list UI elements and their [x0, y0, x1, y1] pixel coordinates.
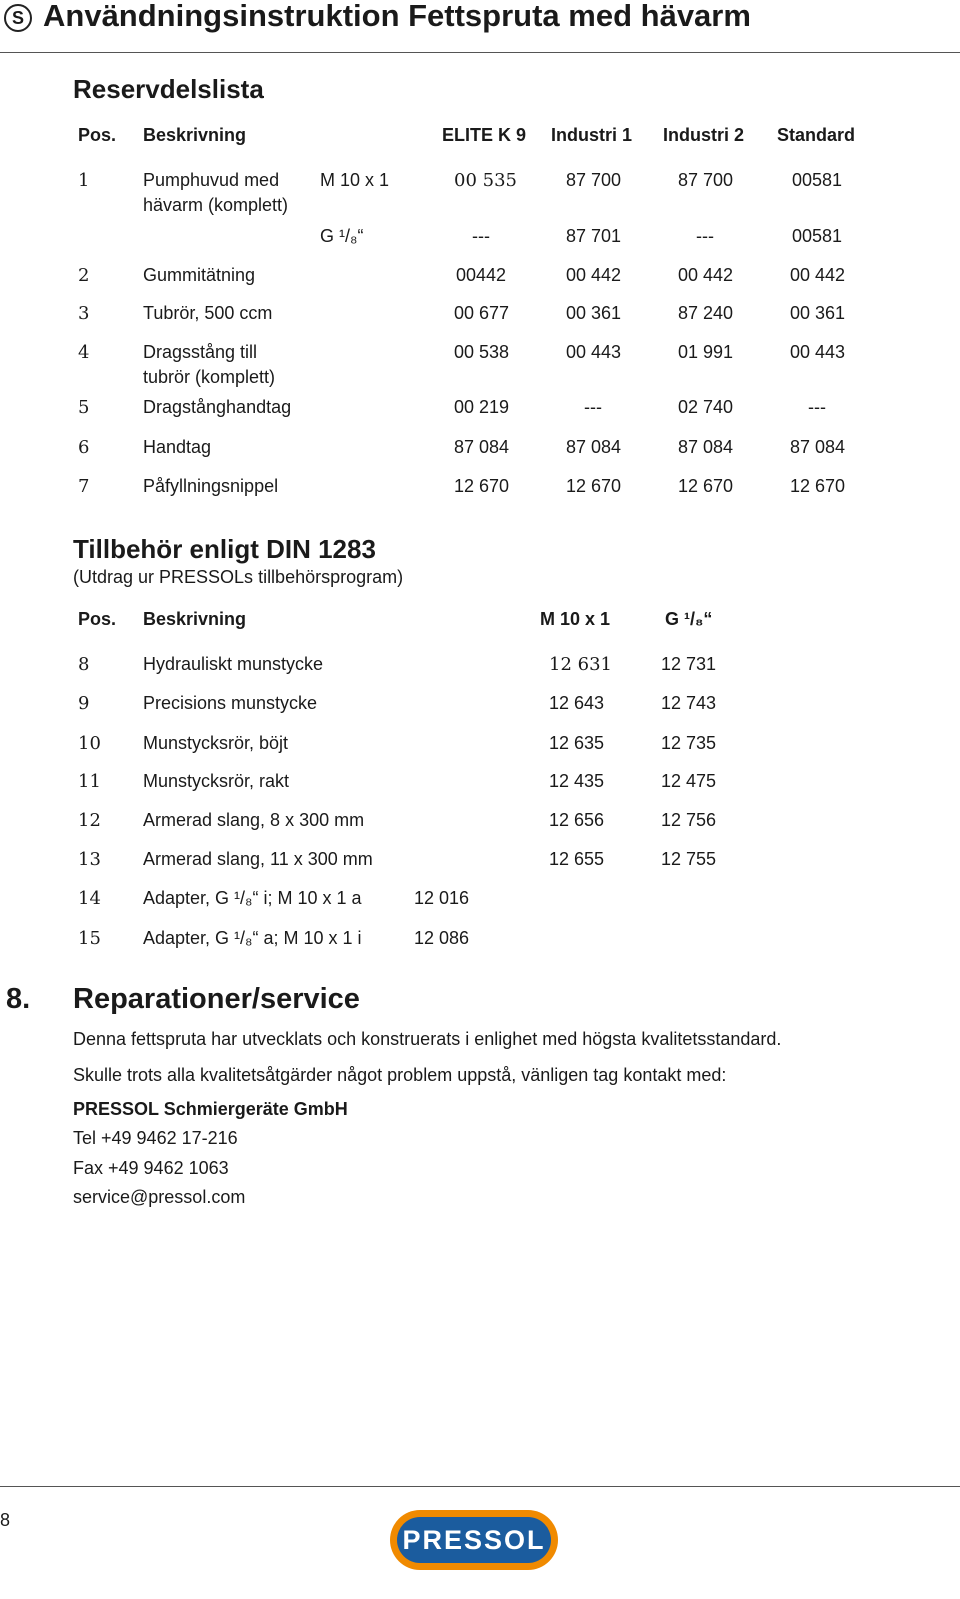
value-g18: 12 731 [661, 654, 717, 674]
page-number: 8 [0, 1510, 11, 1530]
value-m10: 12 655 [549, 849, 605, 869]
row-pos: 15 [78, 928, 101, 949]
col-header-m10: M 10 x 1 [540, 609, 611, 629]
row-pos: 3 [78, 303, 90, 324]
value-elite: 00 538 [454, 342, 510, 362]
company-name: PRESSOL Schmiergeräte GmbH [73, 1099, 348, 1119]
service-title: Reparationer/service [73, 983, 360, 1015]
value-standard: 00581 [792, 170, 843, 190]
value-elite: 00 535 [454, 170, 517, 191]
row-description-line2: hävarm (komplett) [143, 195, 289, 215]
row-description: Handtag [143, 437, 212, 457]
fax-number: Fax +49 9462 1063 [73, 1158, 229, 1178]
value-industri1: 00 361 [566, 303, 622, 323]
row-pos: 6 [78, 437, 90, 458]
value-m10: 12 643 [549, 693, 605, 713]
row-description: Precisions munstycke [143, 693, 318, 713]
row-pos: 11 [78, 771, 101, 792]
col-header-industri1: Industri 1 [551, 125, 633, 145]
row-pos: 5 [78, 397, 90, 418]
value-elite: 00442 [456, 265, 507, 285]
value-industri2: 87 240 [678, 303, 734, 323]
value-standard: --- [808, 397, 826, 417]
col-header-description: Beskrivning [143, 125, 247, 145]
service-paragraph-2: Skulle trots alla kvalitetsåtgärder något problem uppstå, vänligen tag kontakt med: [73, 1065, 727, 1085]
row-description: Adapter, G ¹/₈“ i; M 10 x 1 a [143, 888, 362, 908]
phone-number: Tel +49 9462 17-216 [73, 1128, 238, 1148]
value-elite: 87 084 [454, 437, 510, 457]
value-elite: 12 670 [454, 476, 510, 496]
value-industri1: --- [584, 397, 602, 417]
footer-divider [0, 1486, 960, 1487]
value-elite: --- [472, 226, 490, 246]
value-industri1: 87 700 [566, 170, 622, 190]
value-g18: 12 743 [661, 693, 717, 713]
row-pos: 13 [78, 849, 101, 870]
value-industri2: 02 740 [678, 397, 734, 417]
row-pos: 2 [78, 265, 90, 286]
value-elite: 00 219 [454, 397, 510, 417]
value-industri2: --- [696, 226, 714, 246]
value-industri1: 87 084 [566, 437, 622, 457]
value-standard: 00 443 [790, 342, 846, 362]
value-elite: 00 677 [454, 303, 510, 323]
col-header-pos: Pos. [78, 125, 117, 145]
row-description: Pumphuvud med [143, 170, 280, 190]
value-m10: 12 435 [549, 771, 605, 791]
accessories-subtitle: (Utdrag ur PRESSOLs tillbehörsprogram) [73, 567, 404, 587]
row-description: Munstycksrör, rakt [143, 771, 290, 791]
row-description: Tubrör, 500 ccm [143, 303, 273, 323]
col-header-industri2: Industri 2 [663, 125, 745, 145]
value-standard: 00 442 [790, 265, 846, 285]
page-header [0, 0, 960, 53]
value-m10: 12 635 [549, 733, 605, 753]
col-header-pos: Pos. [78, 609, 117, 629]
row-description: Gummitätning [143, 265, 256, 285]
row-pos: 8 [78, 654, 90, 675]
value-m10: 12 656 [549, 810, 605, 830]
col-header-description: Beskrivning [143, 609, 247, 629]
value-standard: 00581 [792, 226, 843, 246]
pressol-logo [390, 1510, 558, 1570]
value-industri2: 87 084 [678, 437, 734, 457]
service-paragraph-1: Denna fettspruta har utvecklats och konstruerats i enlighet med högsta kvalitetsstandard. [73, 1029, 782, 1049]
row-description: Hydrauliskt munstycke [143, 654, 324, 674]
value-industri2: 12 670 [678, 476, 734, 496]
col-header-standard: Standard [777, 125, 856, 145]
value-standard: 00 361 [790, 303, 846, 323]
value-industri2: 00 442 [678, 265, 734, 285]
row-pos: 7 [78, 476, 90, 497]
value-m10: 12 631 [549, 654, 612, 675]
value-g18: 12 755 [661, 849, 717, 869]
row-pos: 4 [78, 342, 90, 363]
row-pos: 12 [78, 810, 101, 831]
row-description: Armerad slang, 8 x 300 mm [143, 810, 365, 830]
document-title: Användningsinstruktion Fettspruta med hävarm [43, 0, 751, 33]
col-header-elite: ELITE K 9 [442, 125, 527, 145]
row-description: Dragstånghandtag [143, 397, 292, 417]
value-standard: 12 670 [790, 476, 846, 496]
row-description: Adapter, G ¹/₈“ a; M 10 x 1 i [143, 928, 362, 948]
row-thread: M 10 x 1 [320, 170, 390, 190]
row-pos: 14 [78, 888, 101, 909]
row-description: Armerad slang, 11 x 300 mm [143, 849, 373, 869]
row-description: Munstycksrör, böjt [143, 733, 289, 753]
language-badge: S [4, 4, 32, 32]
value-industri2: 87 700 [678, 170, 734, 190]
row-description: Dragsstång till [143, 342, 258, 362]
row-description-line2: tubrör (komplett) [143, 367, 276, 387]
spare-parts-title: Reservdelslista [73, 74, 264, 104]
value-industri1: 12 670 [566, 476, 622, 496]
value-industri2: 01 991 [678, 342, 734, 362]
email-link[interactable]: service@pressol.com [73, 1187, 246, 1207]
section-number: 8. [6, 983, 31, 1015]
value-adapter: 12 016 [414, 888, 470, 908]
row-pos: 10 [78, 733, 101, 754]
value-g18: 12 475 [661, 771, 717, 791]
row-thread: G ¹/₈“ [320, 226, 364, 246]
value-industri1: 00 442 [566, 265, 622, 285]
row-pos: 9 [78, 693, 90, 714]
value-industri1: 00 443 [566, 342, 622, 362]
accessories-title: Tillbehör enligt DIN 1283 [73, 534, 376, 564]
logo-text: PRESSOL [397, 1517, 551, 1563]
value-industri1: 87 701 [566, 226, 622, 246]
col-header-g18: G ¹/₈“ [665, 609, 713, 629]
row-pos: 1 [78, 170, 90, 191]
value-standard: 87 084 [790, 437, 846, 457]
value-g18: 12 735 [661, 733, 717, 753]
row-description: Påfyllningsnippel [143, 476, 279, 496]
value-g18: 12 756 [661, 810, 717, 830]
value-adapter: 12 086 [414, 928, 470, 948]
